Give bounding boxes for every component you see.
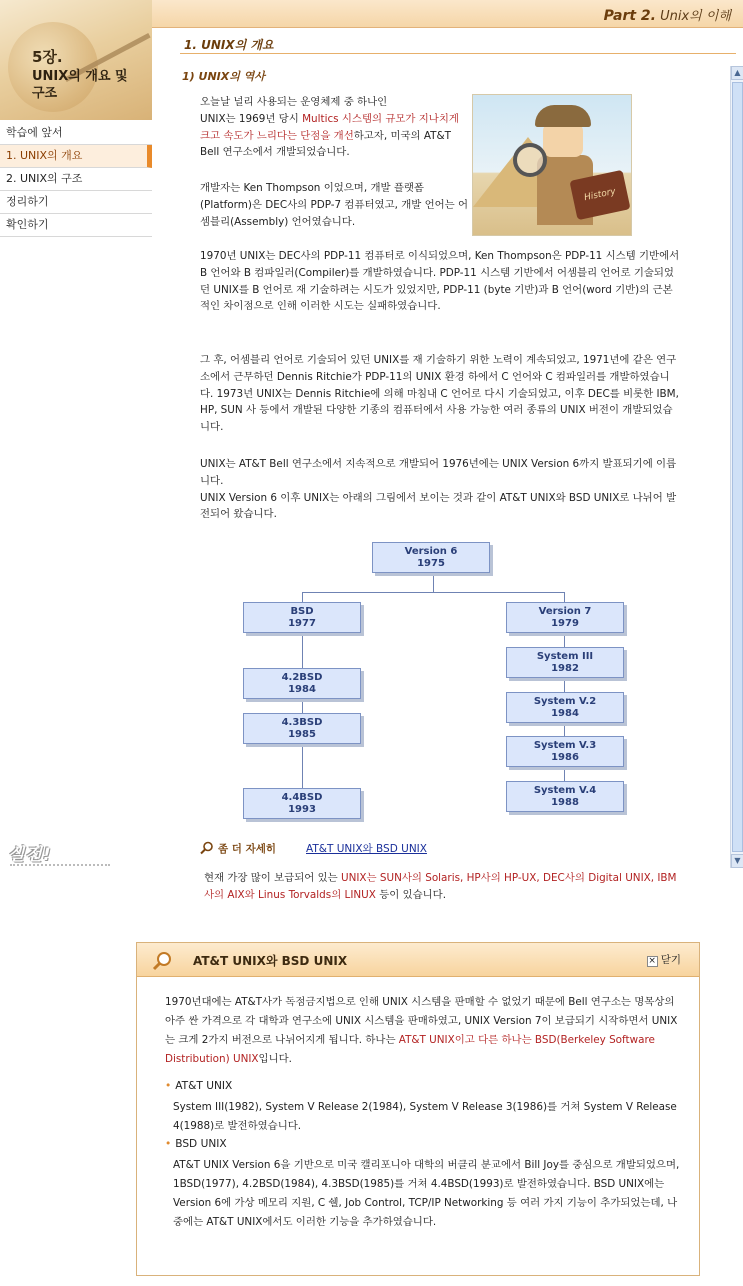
part-title: Unix의 이해	[660, 9, 731, 24]
node-version-7	[506, 602, 624, 633]
bullet-bsd-unix-title: • BSD UNIX	[165, 1138, 227, 1150]
nav-item-intro[interactable]: 학습에 앞서	[0, 122, 152, 145]
node-system-iii	[506, 647, 624, 678]
vertical-scrollbar[interactable]	[730, 66, 743, 868]
section-divider	[180, 53, 736, 54]
node-year: 1985	[288, 729, 316, 740]
scroll-thumb[interactable]	[732, 82, 743, 852]
paragraph-current-unix	[204, 870, 684, 904]
text-span: 오늘날 널리 사용되는 운영체제 중 하나인	[200, 96, 388, 108]
node-system-v3	[506, 736, 624, 767]
bullet-bsd-unix-body: AT&T UNIX Version 6을 기반으로 미국 캘리포니아 대학의 버클리 분교에서 Bill Joy를 중심으로 개발되었으며, 1BSD(1977), 4.2BSD(1984), 4.3BSD(1985)를 거쳐 4.4BSD(1993)로 발전하였습니다. BSD UNIX에는 Version 6에 가상 메모리 지원, C 쉘, Job Control, TCP/IP Networking 등 여러 가지 기능이 추가되었는데, 나중에는 AT&T UNIX에서도 이러한 기능을 추가하였습니다.	[173, 1159, 680, 1228]
node-year: 1986	[551, 752, 579, 763]
chapter-title: UNIX의 개요 및 구조	[32, 69, 128, 101]
nav-item-unix-overview[interactable]: 1. UNIX의 개요	[0, 145, 152, 168]
chapter-banner	[0, 0, 152, 120]
node-year: 1979	[551, 618, 579, 629]
text-span: 하고자, 미국의 AT&T Bell 연구소에서 개발되었습니다.	[200, 129, 451, 159]
text-span: 입니다.	[258, 1053, 292, 1065]
popup-intro-paragraph	[165, 993, 685, 1069]
node-version-6	[372, 542, 490, 573]
text-span: UNIX는 AT&T Bell 연구소에서 지속적으로 개발되어 1976년에는 UNIX Version 6까지 발표되기에 이릅니다.	[200, 458, 677, 487]
nav-item-quiz[interactable]: 확인하기	[0, 214, 152, 237]
section-title: 1. UNIX의 개요	[184, 38, 274, 52]
scroll-down-arrow-icon[interactable]: ▼	[731, 854, 743, 868]
node-name: System V.2	[533, 696, 597, 707]
text-span: 1970년대에는 AT&T사가 독점금지법으로 인해 UNIX 시스템을 판매할 수 없었기 때문에 Bell 연구소는 명목상의 아주 싼 가격으로 각 대학과 연구소에 UNIX 시스템을 판매하였고, UNIX Version 7이 보급되기 시작하면서 UNIX는 크게 2가지 버전으로 나뉘어지게 됩니다. 하나는	[165, 996, 678, 1046]
node-year: 1977	[288, 618, 316, 629]
node-name: System V.4	[533, 785, 597, 796]
node-name: 4.2BSD	[281, 672, 323, 683]
node-year: 1982	[551, 663, 579, 674]
sidebar	[0, 0, 152, 900]
paragraph-versions	[200, 456, 680, 523]
node-name: 4.3BSD	[281, 717, 323, 728]
chapter-nav	[0, 122, 152, 237]
node-year: 1984	[288, 684, 316, 695]
nav-item-unix-structure[interactable]: 2. UNIX의 구조	[0, 168, 152, 191]
search-icon	[151, 950, 173, 972]
paragraph-origin	[200, 94, 470, 161]
node-4-2bsd	[243, 668, 361, 699]
explorer-face-icon	[543, 123, 583, 157]
practice-divider	[10, 864, 110, 866]
node-bsd	[243, 602, 361, 633]
more-detail-label: 좀 더 자세히	[218, 843, 277, 855]
unix-version-tree-diagram	[222, 538, 642, 830]
node-name: Version 7	[538, 606, 592, 617]
paragraph-c-language: 그 후, 어셈블리 언어로 기술되어 있던 UNIX를 재 기술하기 위한 노력이 계속되었고, 1971년에 같은 연구소에서 근무하던 Dennis Ritchie가 PDP-11의 UNIX 환경 하에서 C 언어와 C 컴파일러를 개발하였습니다. 1973년 UNIX는 Dennis Ritchie에 의해 마침내 C 언어로 다시 기술되었고, 이후 DEC를 비롯한 IBM, HP, SUN 사 등에서 개발된 다양한 기종의 컴퓨터에서 사용 가능한 여러 종류의 UNIX 버전이 개발되었습니다.	[200, 354, 679, 434]
top-bar	[152, 0, 743, 28]
part-label	[604, 5, 731, 24]
bullet-att-unix-title: • AT&T UNIX	[165, 1080, 232, 1092]
node-system-v2	[506, 692, 624, 723]
text-span: UNIX Version 6 이후 UNIX는 아래의 그림에서 보이는 것과 같이 AT&T UNIX와 BSD UNIX로 나뉘어 발전되어 왔습니다.	[200, 491, 677, 521]
node-year: 1984	[551, 708, 579, 719]
node-name: Version 6	[404, 546, 458, 557]
node-name: 4.4BSD	[281, 792, 323, 803]
node-4-4bsd	[243, 788, 361, 819]
chapter-number: 5장.	[32, 48, 63, 66]
text-span: 등이 있습니다.	[375, 888, 447, 901]
att-bsd-detail-link[interactable]: AT&T UNIX와 BSD UNIX	[306, 843, 427, 855]
close-icon[interactable]: ×	[648, 956, 656, 966]
scroll-up-arrow-icon[interactable]: ▲	[731, 66, 743, 80]
highlight-text: UNIX는 SUN사의 Solaris, HP사의 HP-UX, DEC사의 Digital UNIX, IBM 사의 AIX와 Linus Torvalds의 LINUX	[204, 872, 677, 901]
magnifying-glass-icon	[513, 143, 547, 177]
node-year: 1988	[551, 797, 579, 808]
paragraph-pdp11: 1970년 UNIX는 DEC사의 PDP-11 컴퓨터로 이식되었으며, Ken Thompson은 PDP-11 시스템 기반에서 B 언어와 B 컴파일러(Compiler)를 개발하였습니다. PDP-11 시스템 기반에서 어셈블리 언어로 기술되었던 UNIX를 B 언어로 재 기술하려는 시도가 있었지만, PDP-11 (byte 기반)과 B 언어(word 기반)의 근본적인 차이점으로 인해 이러한 시도는 실패하였습니다.	[200, 250, 680, 313]
close-label[interactable]: 닫기	[660, 954, 681, 966]
practice-logo: 실전!	[8, 845, 52, 865]
highlight-text: Multics 시스템의 규모가 지나치게 크고 속도가 느리다는 단점을 개선	[200, 112, 459, 142]
popup-header	[137, 943, 699, 977]
node-4-3bsd	[243, 713, 361, 744]
connector-line	[302, 592, 564, 593]
magnifier-icon	[200, 841, 214, 855]
main-content	[152, 28, 743, 908]
node-system-v4	[506, 781, 624, 812]
popup-close-button[interactable]	[647, 952, 681, 967]
nav-item-summary[interactable]: 정리하기	[0, 191, 152, 214]
highlight-text: AT&T UNIX이고 다른 하나는 BSD(Berkeley Software Distribution) UNIX	[165, 1034, 655, 1065]
paragraph-developer: 개발자는 Ken Thompson 이었으며, 개발 플랫폼(Platform)은 DEC사의 PDP-7 컴퓨터였고, 개발 언어는 어셈블리(Assembly) 언어였습니다.	[200, 182, 469, 228]
bullet-att-unix-body: System III(1982), System V Release 2(1984), System V Release 3(1986)를 거쳐 System V Release 4(1988)로 발전하였습니다.	[173, 1101, 677, 1132]
node-year: 1993	[288, 804, 316, 815]
node-name: System III	[536, 651, 594, 662]
node-name: BSD	[290, 606, 314, 617]
connector-line	[433, 572, 434, 592]
history-book-icon: History	[569, 170, 630, 220]
node-name: System V.3	[533, 740, 597, 751]
node-year: 1975	[417, 558, 445, 569]
text-span: 현재 가장 많이 보급되어 있는	[204, 872, 341, 884]
text-span: UNIX는 1969년 당시	[200, 112, 303, 125]
explorer-hat-icon	[535, 105, 591, 127]
sub-section-title: 1) UNIX의 역사	[182, 70, 265, 83]
history-explorer-illustration	[472, 94, 632, 236]
detail-popup	[136, 942, 700, 1276]
part-number: Part 2.	[603, 8, 656, 24]
popup-title: AT&T UNIX와 BSD UNIX	[193, 954, 348, 968]
